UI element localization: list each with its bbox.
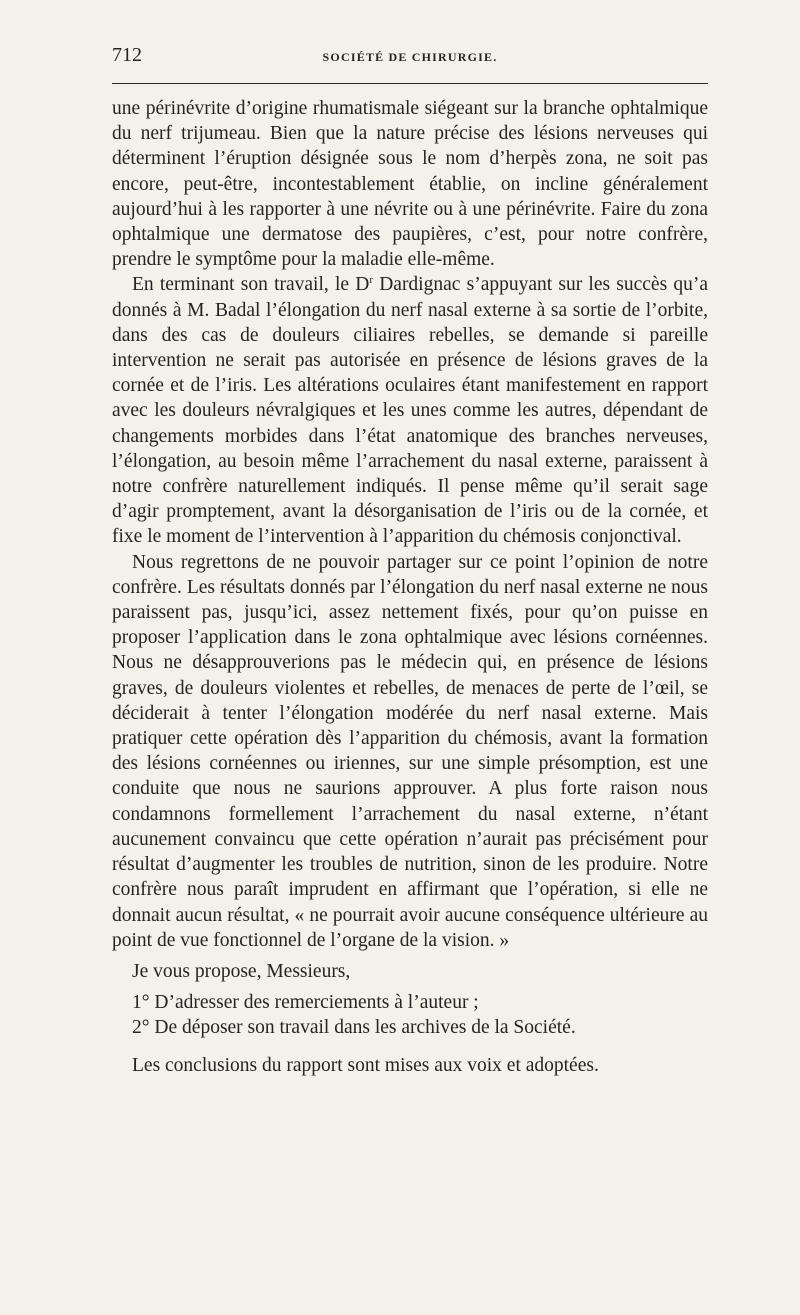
conclusion: Les conclusions du rapport sont mises aux voix et adoptées. (132, 1054, 599, 1076)
header-rule (112, 83, 708, 84)
running-title: SOCIÉTÉ DE CHIRURGIE. (322, 50, 498, 64)
paragraph-1: une périnévrite d’origine rhumatismale siégeant sur la branche ophtalmique du nerf trijumeau. Bien que la nature précise des lésions nerveuses qui déterminent l’éruption désignée sous le nom d’herpès zona, ne soit pas encore, peut-être, incontestablement établie, on incline généralement aujourd’hui à les rapporter à une névrite ou à une périnévrite. Faire du zona ophtalmique une dermatose des paupières, c’est, pour notre confrère, prendre le symptôme pour la maladie elle-même. (112, 98, 708, 271)
list-item-2: 2° De déposer son travail dans les archives de la Société. (132, 1017, 576, 1039)
paragraph-2-rest: Dardignac s’appuyant sur les succès qu’a donnés à M. Badal l’élongation du nerf nasal externe à sa sortie de l’orbite, dans des cas de douleurs ciliaires rebelles, se demande si pareille intervention ne serait pas autorisée en présence de lésions graves de la cornée et de l’iris. Les altérations oculaires étant manifestement en rapport avec les douleurs névralgiques et les unes comme les autres, dépendant de changements morbides dans l’état anatomique des branches nerveuses, l’élongation, au besoin même l’arrachement du nasal externe, paraissent à notre confrère naturellement indiqués. Il pense même qu’il serait sage d’agir promptement, avant la désorganisation de l’iris ou de la cornée, et fixe le moment de l’intervention à l’apparition du chémosis conjonctival. (112, 274, 709, 548)
list-item-1: 1° D’adresser des remerciements à l’auteur ; (132, 992, 479, 1014)
page-header (112, 44, 708, 74)
paragraph-4: Je vous propose, Messieurs, (132, 960, 351, 982)
doctor-superscript: r (369, 274, 373, 287)
body-text (112, 96, 708, 1078)
page-number: 712 (112, 44, 142, 66)
paragraph-3: Nous regrettons de ne pouvoir partager sur ce point l’opinion de notre confrère. Les résultats donnés par l’élongation du nerf nasal externe ne nous paraissent pas, jusqu’ici, assez nettement fixés, pour qu’on puisse en proposer l’application dans le zona ophtalmique avec lésions cornéennes. Nous ne désapprouverions pas le médecin qui, en présence de lésions graves, de douleurs violentes et rebelles, de menaces de perte de l’œil, se déciderait à tenter l’élongation modérée du nerf nasal externe. Mais pratiquer cette opération dès l’apparition du chémosis, avant la formation des lésions cornéennes ou iriennes, sur une simple présomption, est une conduite que nous ne saurions approuver. A plus forte raison nous condamnons formellement l’arrachement du nasal externe, n’étant aucunement convaincu que cette opération n’aurait pas précisément pour résultat d’augmenter les troubles de nutrition, sinon de les produire. Notre confrère nous paraît imprudent en affirmant que l’opération, si elle ne donnait aucun résultat, « ne pourrait avoir aucune conséquence ultérieure au point de vue fonctionnel de l’organe de la vision. » (112, 551, 708, 951)
paragraph-2 (112, 272, 708, 549)
paragraph-2-start: En terminant son travail, le D (132, 274, 370, 296)
